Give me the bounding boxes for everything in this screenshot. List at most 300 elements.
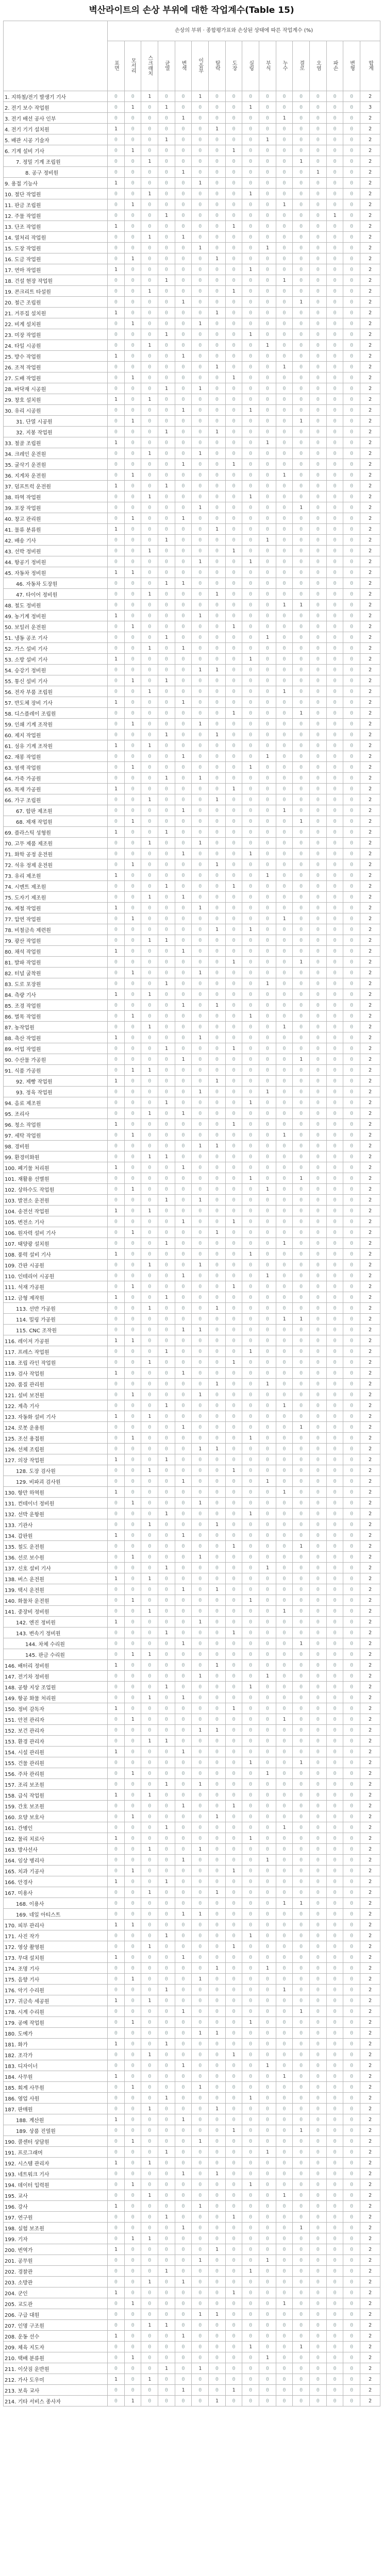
table-cell: 0 (242, 1498, 259, 1509)
table-cell: 0 (124, 1963, 141, 1974)
row-label (4, 2363, 108, 2374)
row-label (4, 1281, 108, 1292)
table-cell: 0 (309, 1595, 326, 1606)
table-cell: 0 (242, 394, 259, 405)
row-number-separator: . (11, 505, 15, 512)
row-number-separator: . (11, 830, 15, 836)
row-number-separator: . (26, 1328, 29, 1334)
row-number: 101 (5, 1176, 15, 1182)
table-cell: 2 (360, 1682, 380, 1692)
table-cell: 0 (108, 243, 125, 253)
table-cell: 2 (360, 2331, 380, 2342)
row-number: 96 (5, 1122, 11, 1128)
table-row (4, 178, 380, 189)
table-cell: 0 (343, 1995, 360, 2006)
table-cell: 1 (108, 2331, 125, 2342)
table-cell: 0 (108, 1649, 125, 1660)
table-cell: 0 (124, 632, 141, 643)
table-cell: 0 (192, 1303, 209, 1314)
table-cell: 0 (326, 448, 343, 459)
table-row (4, 524, 380, 535)
table-cell: 0 (242, 1974, 259, 1985)
table-cell: 0 (309, 719, 326, 730)
table-cell: 0 (158, 2006, 175, 2017)
table-cell: 0 (175, 470, 192, 481)
table-cell: 0 (326, 1595, 343, 1606)
table-cell: 1 (141, 2190, 158, 2201)
table-cell: 0 (259, 1065, 276, 1076)
table-cell: 0 (309, 2082, 326, 2093)
table-cell: 0 (242, 794, 259, 805)
table-cell: 0 (309, 665, 326, 675)
table-cell: 1 (108, 1206, 125, 1216)
table-cell: 0 (276, 1595, 293, 1606)
table-cell: 0 (158, 600, 175, 611)
row-number: 207 (5, 2323, 15, 2329)
table-cell: 0 (158, 1141, 175, 1151)
table-cell: 0 (141, 1335, 158, 1346)
row-number: 203 (5, 2280, 15, 2286)
table-cell: 0 (309, 308, 326, 318)
table-cell: 0 (124, 1206, 141, 1216)
row-name: 철도 정비원 (14, 603, 41, 609)
table-cell: 0 (326, 372, 343, 383)
table-cell: 0 (326, 1162, 343, 1173)
table-row (4, 1703, 380, 1714)
table-cell: 1 (192, 178, 209, 189)
row-number: 86 (5, 1014, 11, 1020)
table-cell: 0 (141, 1801, 158, 1811)
table-row (4, 1866, 380, 1876)
row-number: 45 (5, 570, 11, 577)
table-cell: 0 (309, 1833, 326, 1844)
table-cell: 0 (309, 513, 326, 524)
table-cell: 0 (293, 91, 310, 102)
table-cell: 0 (309, 2223, 326, 2233)
table-cell: 0 (293, 946, 310, 957)
table-cell: 0 (259, 1054, 276, 1065)
table-cell: 1 (192, 1909, 209, 1920)
table-cell: 1 (276, 2071, 293, 2082)
table-cell: 0 (108, 1519, 125, 1530)
row-name: 상품 진열원 (29, 2128, 56, 2134)
table-cell: 0 (259, 427, 276, 437)
row-number-separator: . (11, 884, 15, 890)
table-cell: 0 (259, 308, 276, 318)
table-cell: 2 (360, 1022, 380, 1032)
table-cell: 0 (158, 567, 175, 578)
row-name: 도예가 (18, 2031, 33, 2037)
table-cell: 0 (343, 1065, 360, 1076)
table-cell: 0 (242, 2233, 259, 2244)
table-cell: 0 (158, 643, 175, 654)
row-name: 경비원 (14, 1144, 30, 1150)
table-cell: 0 (175, 102, 192, 113)
row-name: 거푸집 설치원 (14, 311, 46, 317)
table-cell: 0 (276, 1963, 293, 1974)
table-cell: 0 (108, 1985, 125, 1995)
row-label (4, 881, 108, 892)
row-name: 덤프트럭 운전원 (14, 484, 51, 490)
table-cell: 0 (225, 859, 242, 870)
table-cell: 0 (242, 1292, 259, 1303)
table-cell: 0 (124, 2287, 141, 2298)
row-number: 177 (5, 1998, 15, 2005)
table-cell: 0 (276, 1768, 293, 1779)
table-cell: 0 (108, 1108, 125, 1119)
table-cell: 0 (209, 232, 226, 243)
table-cell: 0 (343, 719, 360, 730)
table-cell: 0 (343, 492, 360, 502)
table-cell: 0 (225, 1097, 242, 1108)
row-number-separator: . (11, 451, 15, 457)
row-number-separator: . (14, 1566, 18, 1572)
table-cell: 0 (242, 1552, 259, 1563)
row-number-separator: . (14, 2388, 18, 2394)
table-cell: 0 (276, 416, 293, 427)
table-cell: 0 (259, 2298, 276, 2309)
table-cell: 1 (141, 2374, 158, 2385)
table-cell: 0 (209, 1151, 226, 1162)
row-name: 세탁 작업원 (14, 1133, 41, 1139)
table-cell: 1 (108, 1411, 125, 1422)
table-cell: 0 (192, 2093, 209, 2104)
table-cell: 0 (158, 1260, 175, 1270)
row-label (4, 2190, 108, 2201)
table-cell: 0 (225, 1995, 242, 2006)
table-cell: 0 (124, 1628, 141, 1638)
table-cell: 0 (108, 1628, 125, 1638)
table-cell: 0 (259, 654, 276, 665)
table-cell: 0 (141, 719, 158, 730)
table-cell: 0 (141, 903, 158, 913)
table-cell: 0 (259, 1000, 276, 1011)
table-cell: 0 (124, 1909, 141, 1920)
table-cell: 0 (192, 427, 209, 437)
table-cell: 0 (259, 2071, 276, 2082)
table-cell: 0 (343, 1400, 360, 1411)
table-row (4, 2266, 380, 2277)
table-cell: 0 (158, 1022, 175, 1032)
row-number-separator: . (11, 1057, 15, 1063)
table-cell: 0 (343, 1108, 360, 1119)
table-cell: 0 (175, 913, 192, 924)
table-cell: 0 (293, 881, 310, 892)
table-cell: 0 (343, 989, 360, 1000)
row-number: 26 (5, 365, 11, 371)
table-cell: 1 (141, 1573, 158, 1584)
table-cell: 0 (141, 2385, 158, 2396)
table-cell: 0 (343, 2244, 360, 2255)
table-cell: 0 (175, 1206, 192, 1216)
table-row (4, 1465, 380, 1476)
table-cell: 2 (360, 2179, 380, 2190)
table-row (4, 2331, 380, 2342)
table-cell: 0 (141, 1195, 158, 1206)
table-cell: 0 (124, 1725, 141, 1736)
table-cell: 0 (225, 2093, 242, 2104)
table-cell: 2 (360, 1076, 380, 1087)
table-cell: 1 (124, 2082, 141, 2093)
table-cell: 2 (360, 2244, 380, 2255)
table-cell: 0 (309, 632, 326, 643)
table-cell: 0 (326, 1141, 343, 1151)
row-number-separator: . (14, 1198, 18, 1204)
table-row (4, 1509, 380, 1519)
row-number: 171 (5, 1934, 15, 1940)
row-name: 방사선사 (18, 1847, 38, 1853)
table-cell: 0 (192, 881, 209, 892)
table-row (4, 989, 380, 1000)
table-cell: 0 (343, 1184, 360, 1195)
table-cell: 0 (309, 286, 326, 297)
table-cell: 0 (192, 124, 209, 134)
row-number: 21 (5, 311, 11, 317)
table-cell: 0 (209, 113, 226, 124)
table-cell: 0 (326, 513, 343, 524)
table-cell: 0 (124, 1952, 141, 1963)
table-cell: 1 (192, 556, 209, 567)
table-cell: 0 (343, 1855, 360, 1866)
table-cell: 0 (276, 859, 293, 870)
row-number-separator: . (14, 1176, 18, 1182)
table-cell: 0 (343, 1325, 360, 1335)
row-name: 합판 제조원 (26, 808, 53, 815)
table-cell: 0 (192, 2277, 209, 2287)
table-cell: 0 (276, 189, 293, 199)
table-cell: 0 (343, 2049, 360, 2060)
table-row (4, 1584, 380, 1595)
table-cell: 0 (124, 849, 141, 859)
table-cell: 0 (259, 1227, 276, 1238)
table-cell: 2 (360, 1303, 380, 1314)
table-cell: 0 (326, 1173, 343, 1184)
table-row (4, 1855, 380, 1866)
table-cell: 0 (209, 1790, 226, 1801)
table-cell: 0 (225, 2039, 242, 2049)
table-cell: 0 (175, 1465, 192, 1476)
table-cell: 1 (141, 394, 158, 405)
row-number-separator: . (11, 462, 15, 468)
table-cell: 0 (242, 730, 259, 740)
table-cell: 0 (326, 1000, 343, 1011)
row-number-separator: . (14, 2377, 18, 2383)
table-cell: 0 (276, 1552, 293, 1563)
table-cell: 1 (242, 2017, 259, 2028)
table-row (4, 1530, 380, 1541)
table-cell: 0 (276, 1833, 293, 1844)
table-cell: 0 (209, 686, 226, 697)
table-cell: 0 (259, 1195, 276, 1206)
row-number-separator: . (11, 689, 15, 696)
table-cell: 0 (124, 405, 141, 416)
table-cell: 0 (309, 1119, 326, 1130)
table-cell: 0 (175, 1779, 192, 1790)
table-cell: 0 (225, 2028, 242, 2039)
table-cell: 0 (309, 2093, 326, 2104)
row-number-separator: . (22, 808, 26, 815)
row-number: 24 (5, 343, 11, 349)
table-cell: 1 (108, 1292, 125, 1303)
table-cell: 0 (242, 913, 259, 924)
table-cell: 1 (108, 1076, 125, 1087)
row-number-separator: . (14, 2107, 18, 2113)
row-label (4, 1725, 108, 1736)
row-label (4, 2266, 108, 2277)
table-cell: 1 (293, 416, 310, 427)
table-cell: 0 (209, 405, 226, 416)
row-number: 110 (5, 1274, 15, 1280)
row-label (4, 1368, 108, 1379)
row-label (4, 405, 108, 416)
table-cell: 0 (293, 2287, 310, 2298)
table-cell: 0 (192, 1541, 209, 1552)
row-label (4, 816, 108, 827)
table-cell: 0 (242, 1043, 259, 1054)
table-cell: 0 (326, 730, 343, 740)
table-cell: 1 (158, 1930, 175, 1941)
table-cell: 0 (209, 383, 226, 394)
row-number: 63 (5, 765, 11, 771)
table-cell: 1 (259, 751, 276, 762)
table-cell: 0 (276, 892, 293, 903)
table-cell: 0 (242, 2277, 259, 2287)
table-cell: 0 (158, 199, 175, 210)
table-cell: 0 (158, 372, 175, 383)
table-cell: 0 (242, 1985, 259, 1995)
table-cell: 1 (209, 1141, 226, 1151)
table-cell: 0 (293, 362, 310, 372)
row-number-separator: . (11, 646, 15, 652)
table-cell: 0 (175, 2017, 192, 2028)
table-cell: 0 (124, 275, 141, 286)
row-label (4, 156, 108, 167)
table-cell: 0 (158, 113, 175, 124)
table-cell: 0 (276, 1454, 293, 1465)
row-number-separator: . (11, 311, 15, 317)
row-number: 57 (5, 700, 11, 706)
table-row (4, 870, 380, 881)
table-cell: 0 (309, 589, 326, 600)
table-cell: 0 (209, 2277, 226, 2287)
table-cell: 0 (158, 340, 175, 351)
table-cell: 1 (108, 1703, 125, 1714)
table-cell: 1 (108, 1617, 125, 1628)
row-label (4, 1747, 108, 1757)
table-cell: 0 (326, 253, 343, 264)
table-cell: 0 (343, 1714, 360, 1725)
row-number: 189 (16, 2128, 26, 2134)
table-cell: 0 (158, 1692, 175, 1703)
table-row (4, 2104, 380, 2114)
table-cell: 0 (309, 351, 326, 362)
table-cell: 0 (225, 1130, 242, 1141)
row-number-separator: . (11, 1003, 15, 1009)
table-cell: 0 (242, 308, 259, 318)
table-cell: 1 (108, 870, 125, 881)
table-cell: 0 (192, 1811, 209, 1822)
row-number-separator: . (14, 2323, 18, 2329)
row-label (4, 849, 108, 859)
table-cell: 0 (276, 2352, 293, 2363)
table-cell: 0 (293, 1184, 310, 1195)
table-cell: 0 (343, 1087, 360, 1097)
table-cell: 0 (242, 2320, 259, 2331)
table-cell: 0 (293, 470, 310, 481)
table-cell: 0 (192, 1216, 209, 1227)
table-cell: 2 (360, 2298, 380, 2309)
table-cell: 0 (276, 134, 293, 145)
row-name: 연마 작업원 (14, 267, 41, 274)
table-cell: 0 (276, 448, 293, 459)
table-cell: 0 (108, 978, 125, 989)
table-row (4, 1108, 380, 1119)
table-cell: 2 (360, 784, 380, 794)
table-cell: 2 (360, 968, 380, 978)
table-cell: 0 (108, 1325, 125, 1335)
table-cell: 0 (276, 1649, 293, 1660)
table-cell: 0 (108, 913, 125, 924)
table-cell: 0 (343, 751, 360, 762)
table-cell: 0 (343, 1628, 360, 1638)
table-cell: 0 (309, 1757, 326, 1768)
table-cell: 1 (124, 1920, 141, 1930)
column-header-label: 탈락 (214, 60, 220, 71)
table-cell: 0 (293, 827, 310, 838)
table-cell: 0 (209, 1011, 226, 1022)
table-cell: 0 (225, 1195, 242, 1206)
table-cell: 0 (158, 1941, 175, 1952)
table-cell: 0 (326, 578, 343, 589)
table-cell: 0 (259, 643, 276, 654)
table-cell: 0 (343, 654, 360, 665)
table-cell: 0 (276, 968, 293, 978)
row-label (4, 957, 108, 968)
table-cell: 2 (360, 892, 380, 903)
row-number-separator: . (11, 862, 15, 869)
row-number-separator: . (14, 1696, 18, 1702)
table-cell: 0 (293, 167, 310, 178)
table-cell: 0 (225, 1833, 242, 1844)
table-cell: 0 (175, 989, 192, 1000)
table-cell: 1 (108, 740, 125, 751)
table-cell: 0 (108, 372, 125, 383)
table-cell: 1 (175, 805, 192, 816)
row-name: CNC 조작원 (29, 1328, 57, 1334)
column-header-label: 파손 (331, 60, 338, 71)
table-cell: 0 (309, 524, 326, 535)
table-cell: 0 (293, 1335, 310, 1346)
table-cell: 0 (209, 1866, 226, 1876)
table-cell: 1 (209, 1227, 226, 1238)
table-cell: 0 (293, 318, 310, 329)
table-cell: 0 (242, 1260, 259, 1270)
row-number: 143 (16, 1631, 26, 1637)
row-number: 39 (5, 505, 11, 512)
table-cell: 1 (293, 2006, 310, 2017)
table-cell: 1 (108, 2071, 125, 2082)
table-cell: 0 (141, 1595, 158, 1606)
table-cell: 1 (124, 1811, 141, 1822)
column-header-label: 결로 (298, 60, 304, 71)
table-cell: 0 (326, 2049, 343, 2060)
table-cell: 0 (108, 1433, 125, 1444)
table-cell: 0 (309, 686, 326, 697)
row-label (4, 1530, 108, 1541)
table-cell: 0 (175, 1433, 192, 1444)
table-cell: 1 (259, 632, 276, 643)
table-cell: 0 (175, 221, 192, 232)
